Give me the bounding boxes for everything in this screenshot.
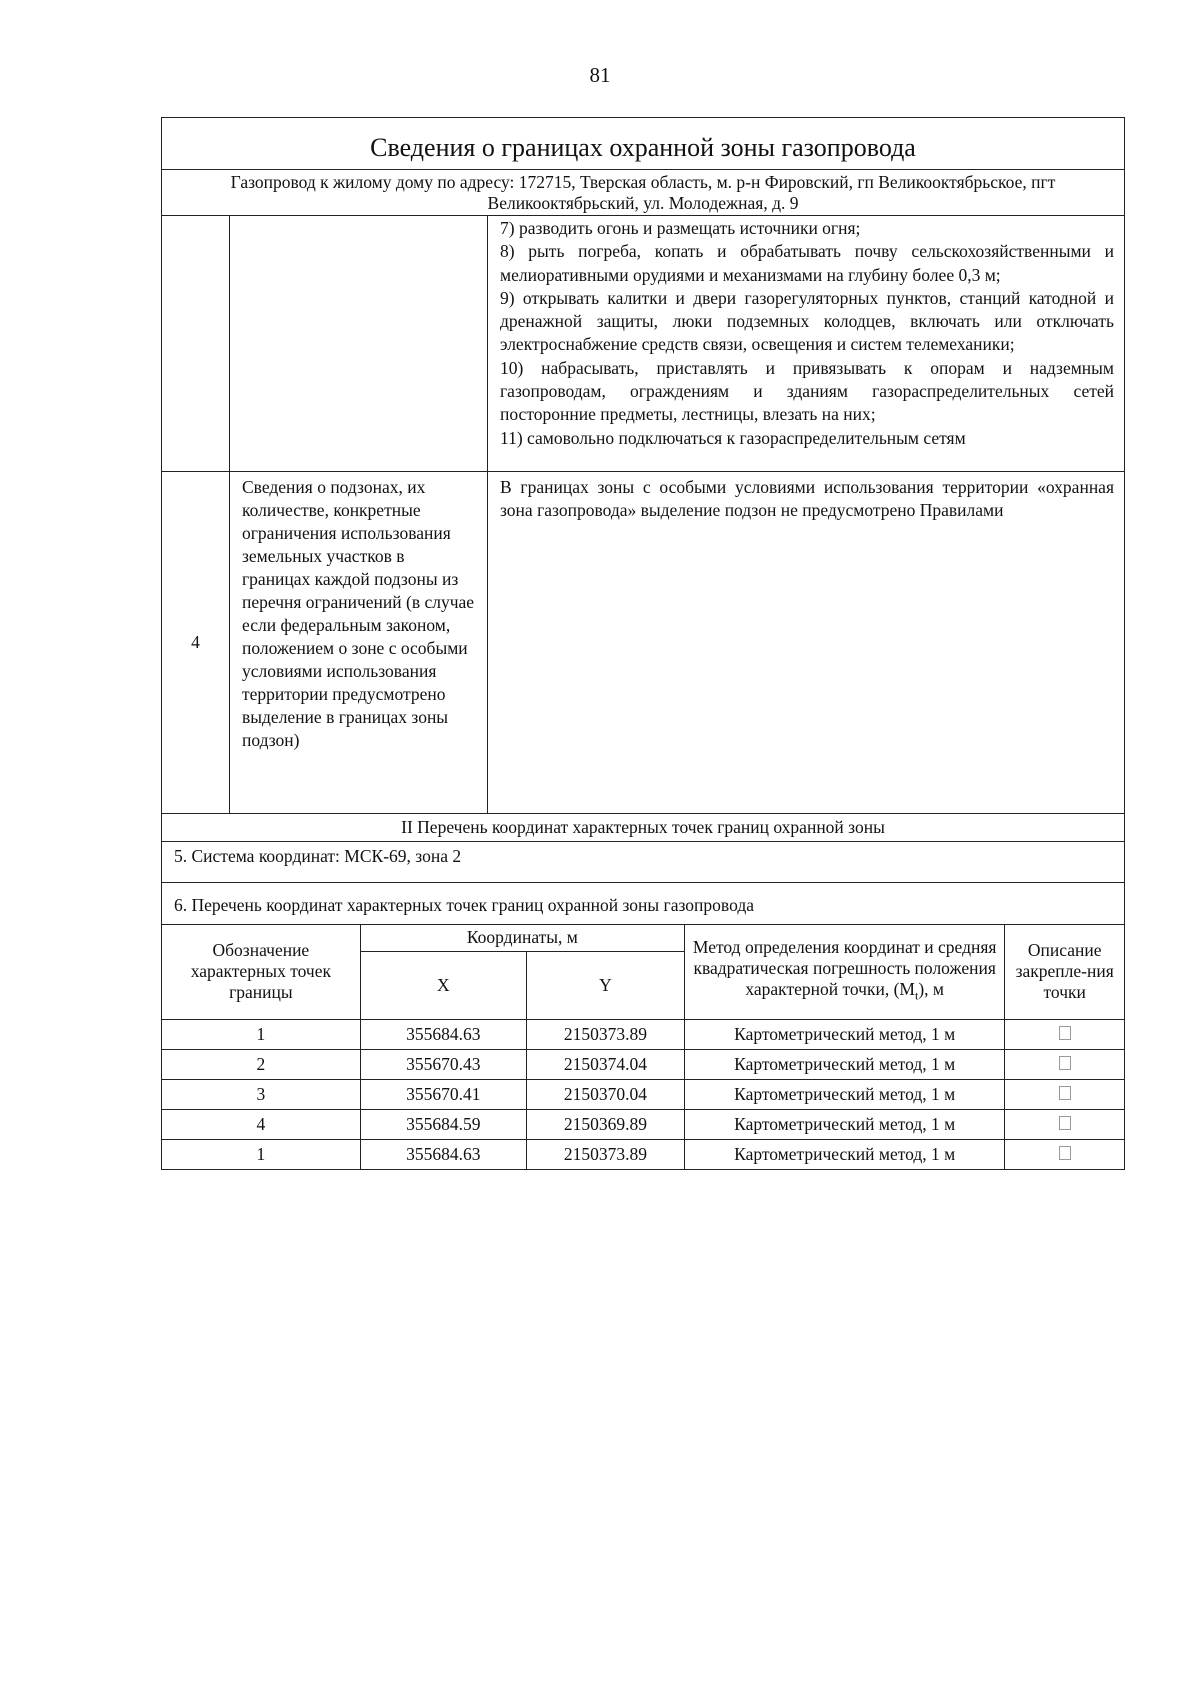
coord-system-row [162, 842, 1124, 883]
subzones-text: В границах зоны с особыми условиями использования территории «охранная зона газопровода» выделение подзон не предусмотрено Правилами [500, 477, 1114, 521]
empty-box-icon [1059, 1146, 1071, 1160]
restrictions-row [162, 216, 1124, 472]
empty-box-icon [1059, 1056, 1071, 1070]
title-row [162, 118, 1124, 170]
subtitle-row [162, 170, 1124, 216]
restriction-item: 7) разводить огонь и размещать источники огня; [500, 218, 861, 238]
coords-table-row [162, 925, 1124, 1169]
header-coordinates: Координаты, м [360, 925, 684, 951]
description-cell [1005, 1109, 1124, 1139]
table-row [162, 1109, 1124, 1139]
table-row [162, 1139, 1124, 1169]
empty-box-icon [1059, 1116, 1071, 1130]
x-cell: 355670.43 [360, 1049, 526, 1079]
coordinates-table [162, 925, 1124, 1169]
point-cell: 1 [162, 1139, 360, 1169]
table-row [162, 1049, 1124, 1079]
document-title: Сведения о границах охранной зоны газопровода [370, 132, 916, 162]
point-cell: 3 [162, 1079, 360, 1109]
method-cell: Картометрический метод, 1 м [685, 1049, 1005, 1079]
point-cell: 1 [162, 1019, 360, 1049]
row-name-cell [230, 216, 488, 471]
method-cell: Картометрический метод, 1 м [685, 1109, 1005, 1139]
point-cell: 4 [162, 1109, 360, 1139]
restrictions-list [488, 216, 1124, 471]
restriction-item: 10) набрасывать, приставлять и привязывать к опорам и надземным газопроводам, ограждениям и зданиям газораспределительных сетей посторонние предметы, лестницы, влезать на них; [500, 357, 1114, 425]
restriction-item: 8) рыть погреба, копать и обрабатывать почву сельскохозяйственными и мелиоративными орудиями и механизмами на глубину более 0,3 м; [500, 241, 1114, 285]
coord-system-text: 5. Система координат: МСК-69, зона 2 [174, 846, 462, 866]
table-row [162, 1019, 1124, 1049]
method-cell: Картометрический метод, 1 м [685, 1139, 1005, 1169]
header-method: Метод определения координат и средняя квадратическая погрешность положения характерной точки, $(M_t)$, м [685, 925, 1005, 1019]
document-subtitle: Газопровод к жилому дому по адресу: 172715, Тверская область, м. р-н Фировский, гп Великооктябрьское, пгт Великооктябрьский, ул. Молодежная, д. 9 [230, 171, 1056, 213]
x-cell: 355670.41 [360, 1079, 526, 1109]
empty-box-icon [1059, 1086, 1071, 1100]
restriction-item: 11) самовольно подключаться к газораспределительным сетям [500, 427, 966, 448]
y-cell: 2150373.89 [526, 1019, 684, 1049]
description-cell [1005, 1079, 1124, 1109]
section-heading [162, 814, 1124, 842]
y-cell: 2150370.04 [526, 1079, 684, 1109]
header-point: Обозначение характерных точек границы [162, 925, 360, 1019]
list-title-row [162, 883, 1124, 925]
x-cell: 355684.63 [360, 1019, 526, 1049]
header-y: Y [526, 951, 684, 1019]
row-number-cell: 4 [162, 472, 230, 813]
x-cell: 355684.63 [360, 1139, 526, 1169]
method-cell: Картометрический метод, 1 м [685, 1079, 1005, 1109]
empty-box-icon [1059, 1026, 1071, 1040]
row-number-cell [162, 216, 230, 471]
list-title-text: 6. Перечень координат характерных точек границ охранной зоны газопровода [174, 895, 754, 915]
header-description: Описание закрепле-ния точки [1005, 925, 1124, 1019]
restriction-item: 9) открывать калитки и двери газорегуляторных пунктов, станций катодной и дренажной защиты, люки подземных колодцев, включать или отключать электроснабжение средств связи, освещения и систем телемеханики; [500, 287, 1114, 355]
table-row [162, 1079, 1124, 1109]
description-cell [1005, 1019, 1124, 1049]
y-cell: 2150369.89 [526, 1109, 684, 1139]
x-cell: 355684.59 [360, 1109, 526, 1139]
description-cell [1005, 1049, 1124, 1079]
point-cell: 2 [162, 1049, 360, 1079]
y-cell: 2150373.89 [526, 1139, 684, 1169]
y-cell: 2150374.04 [526, 1049, 684, 1079]
description-cell [1005, 1139, 1124, 1169]
page-number: 81 [589, 63, 611, 87]
section-title: II Перечень координат характерных точек границ охранной зоны [401, 817, 885, 837]
subzones-row [162, 472, 1124, 814]
header-x: X [360, 951, 526, 1019]
row-name-cell: Сведения о подзонах, их количестве, конкретные ограничения использования земельных участков в границах каждой подзоны из перечня ограничений (в случае если федеральным законом, положением о зоне с особыми условиями использования территории предусмотрено выделение в границах зоны подзон) [230, 472, 488, 813]
method-cell: Картометрический метод, 1 м [685, 1019, 1005, 1049]
document-table [161, 117, 1125, 1170]
